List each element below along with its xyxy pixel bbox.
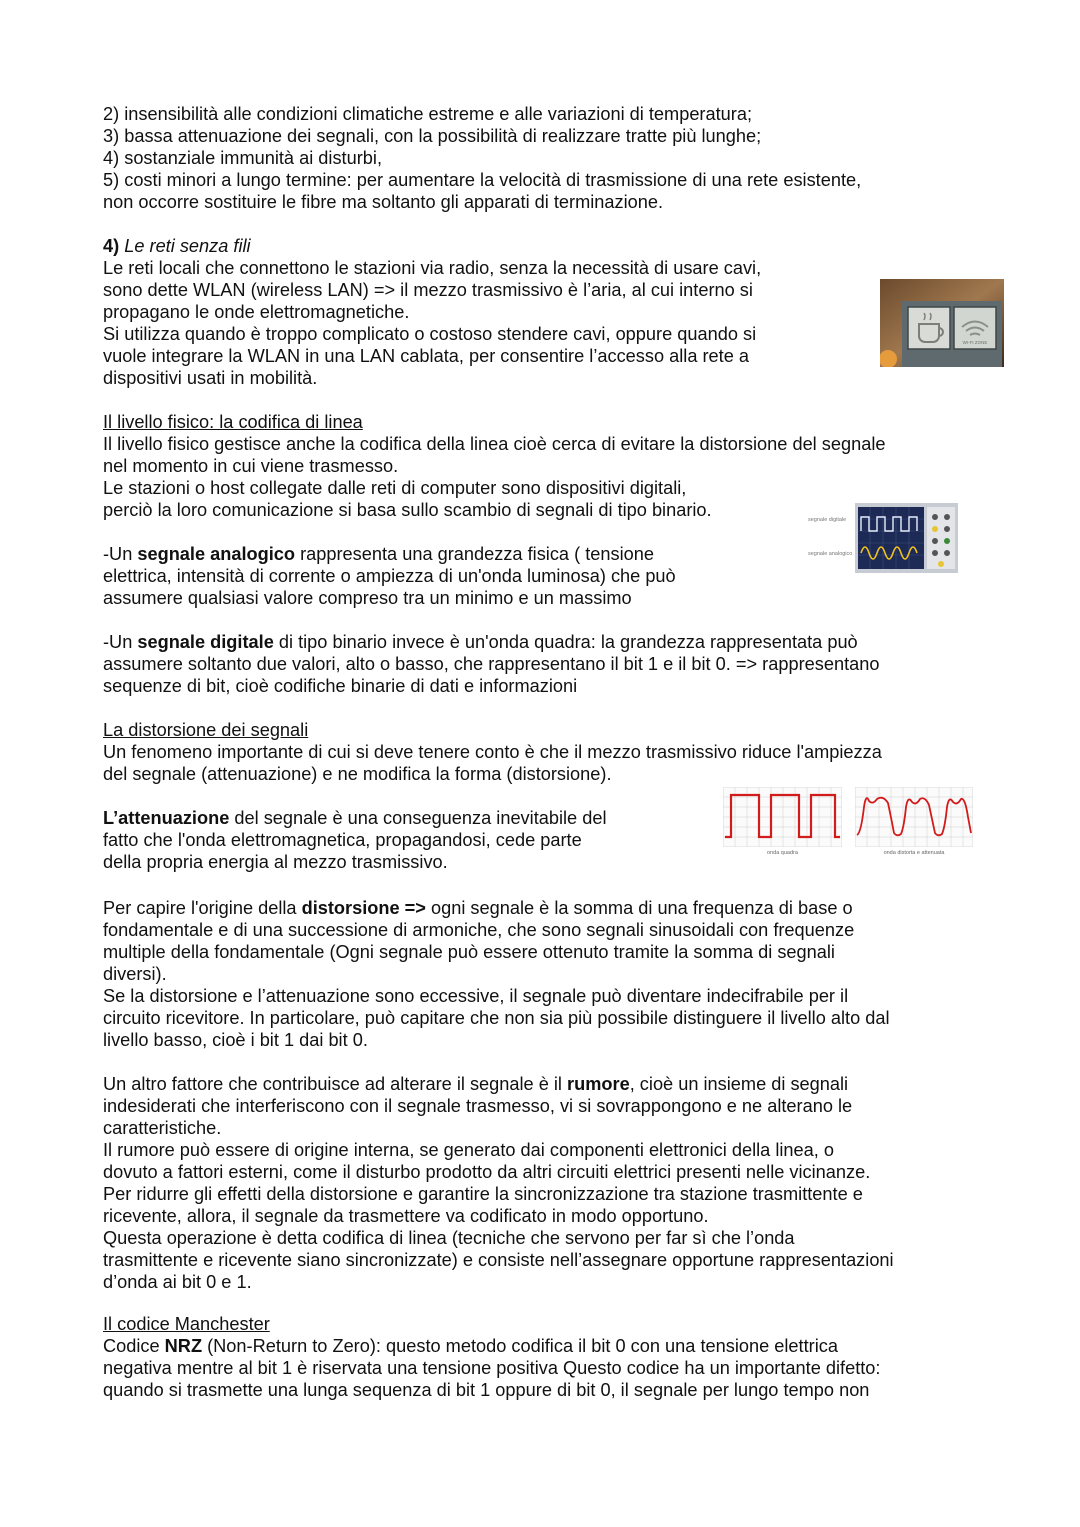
wifi-sign-label: WI-FI ZONE [962,340,988,345]
digital-signal-paragraph: -Un segnale digitale di tipo binario invece è un'onda quadra: la grandezza rappresentata può assumere soltanto due valori, alto o basso, che rappresentano il bit 1 e il bit 0. => rappresentano sequenze di bit, cioè codifiche binarie di dati e informazioni [103,632,880,696]
distortion-origin-paragraph: Per capire l'origine della distorsione => ogni segnale è la somma di una frequenza di base o fondamentale e di una successione di armoniche, che sono segnali sinusoidali con frequenze multiple della fondamentale (Ogni segnale può essere ottenuto tramite la somma di segnali diversi). Se la distorsione e l’attenuazione sono eccessive, il segnale può diventare indecifrabile per il circuito ricevitore. In particolare, può capitare che non sia più possibile distinguere il livello alto dal livello basso, cioè i bit 1 dai bit 0. [103,898,890,1050]
fig-label-distorted: onda distorta e attenuata [883,850,945,856]
section-heading: Il livello fisico: la codifica di linea [103,412,363,432]
wireless-section: 4) Le reti senza fili Le reti locali che connettono le stazioni via radio, senza la necessità di usare cavi, sono dette WLAN (wireless LAN) => il mezzo trasmissivo è l’aria, al cui interno si propagano le onde elettromagnetiche. Si utilizza quando è troppo complicato o costoso stendere cavi, oppure quando si vuole integrare la WLAN in una LAN cablata, per consentire l’accesso alla rete a dispositivi usati in mobilità. [103,236,762,388]
analog-signal-paragraph: -Un segnale analogico rappresenta una grandezza fisica ( tensione elettrica, intensità di corrente o ampiezza di un'onda luminosa) che può assumere qualsiasi valore compreso tra un minimo e un massimo [103,544,676,608]
list-item: 4) sostanziale immunità ai disturbi, [103,148,382,168]
wifi-zone-photo [880,279,1004,367]
distorted-wave-graph [855,787,973,847]
fig-label-square: onda quadra [767,850,798,856]
fig-label-analog: segnale analogico [808,551,853,557]
fiber-advantages-list [103,103,861,213]
physical-layer-section: Il livello fisico: la codifica di linea Il livello fisico gestisce anche la codifica della linea cioè cerca di evitare la distorsione del segnale nel momento in cui viene trasmesso. Le stazioni o host collegate dalle reti di computer sono dispositivi digitali, perciò la loro comunicazione si basa sullo scambio di segnali di tipo binario. [103,412,886,520]
section-title: 4) Le reti senza fili [103,236,251,256]
distortion-section: La distorsione dei segnali Un fenomeno importante di cui si deve tenere conto è che il mezzo trasmissivo riduce l'ampiezza del segnale (attenuazione) e ne modifica la forma (distorsione). [103,720,882,784]
manchester-section: Il codice Manchester Codice NRZ (Non-Return to Zero): questo metodo codifica il bit 0 con una tensione elettrica negativa mentre al bit 1 è riservata una tensione positiva Questo codice ha un importante difetto: quando si trasmette una lunga sequenza di bit 1 oppure di bit 0, il segnale per lungo tempo non [103,1314,881,1400]
distorted-wave-figure [855,787,973,859]
oscilloscope-image [855,503,958,573]
oscilloscope-figure [808,503,958,573]
list-item: 3) bassa attenuazione dei segnali, con la possibilità di realizzare tratte più lunghe; [103,126,762,146]
section-heading: La distorsione dei segnali [103,720,309,740]
square-wave-figure [723,787,842,859]
noise-paragraph: Un altro fattore che contribuisce ad alterare il segnale è il rumore, cioè un insieme di segnali indesiderati che interferiscono con il segnale trasmesso, vi si sovrappongono e ne alterano le caratteristiche. Il rumore può essere di origine interna, se generato dai componenti elettronici della linea, o dovuto a fattori esterni, come il disturbo prodotto da altri circuiti elettrici presenti nelle vicinanze. Per ridurre gli effetti della distorsione e garantire la sincronizzazione tra stazione trasmittente e ricevente, allora, il segnale da trasmettere va codificato in modo opportuno. Questa operazione è detta codifica di linea (tecniche che servono per far sì che l’onda trasmittente e ricevente siano sincronizzate) e consiste nell’assegnare opportune rappresentazioni d’onda ai bit 0 e 1. [103,1074,894,1292]
attenuation-paragraph: L’attenuazione del segnale è una conseguenza inevitabile del fatto che l'onda elettromagnetica, propagandosi, cede parte della propria energia al mezzo trasmissivo. [103,808,607,872]
list-item: non occorre sostituire le fibre ma soltanto gli apparati di terminazione. [103,192,664,212]
list-item: 5) costi minori a lungo termine: per aumentare la velocità di trasmissione di una rete esistente, [103,170,862,190]
list-item: 2) insensibilità alle condizioni climatiche estreme e alle variazioni di temperatura; [103,104,752,124]
fig-label-digital: segnale digitale [808,517,847,523]
square-wave-graph [723,787,842,847]
section-heading: Il codice Manchester [103,1314,270,1334]
